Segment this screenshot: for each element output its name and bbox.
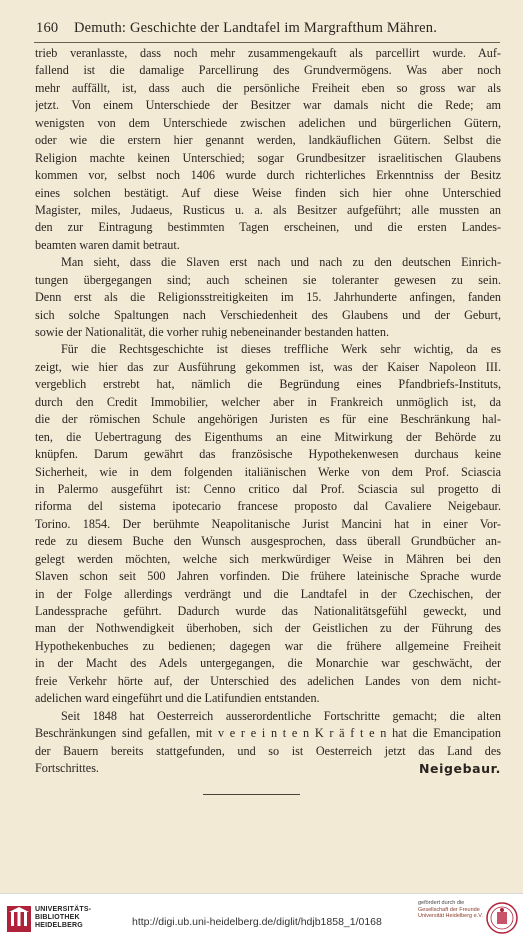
text-line: Man sieht, dass die Slaven erst nach und nach zu den deutschen Einrich- bbox=[61, 255, 501, 270]
text-line: den zur Eintragung bestimmten Tagen erscheinen, und die ersten Landes- bbox=[35, 220, 501, 235]
header-rule bbox=[34, 42, 500, 43]
text-line: gelegt werden möchten, welche sich merkwürdiger Weise in Mähren bei den bbox=[35, 551, 501, 566]
text-line: adelichen ward eingeführt und die Latifundien entstanden. bbox=[35, 691, 320, 706]
end-rule bbox=[203, 794, 300, 795]
text-line: riforma del sistema ipotecario francese proposto dal Cavaliere Neigebaur. bbox=[35, 499, 501, 514]
university-seal-icon bbox=[486, 902, 518, 934]
text-line: man der Nothwendigkeit überhoben, sich der Geistlichen zu der Führung des bbox=[35, 621, 501, 636]
text-line: wenigsten von dem Unterschiede zwischen adelichen und bürgerlichen Gütern, bbox=[35, 115, 501, 130]
text-line: Denn erst als die Religionsstreitigkeiten im 15. Jahrhunderte anfingen, fanden bbox=[35, 290, 501, 305]
text-line: kommen vor, selbst noch 1406 wurde durch richterliches Erkenntniss der Besitz bbox=[35, 168, 501, 183]
sponsor-note bbox=[418, 900, 484, 920]
closing-text: Fortschrittes. bbox=[35, 760, 99, 775]
text-line: Sicherheit, wie in dem folgenden italiänischen Werke von dem Prof. Sciascia bbox=[35, 464, 501, 479]
text-line: ten, die Uebertragung des Eigenthums an eine Mitwirkung der Behörde zu bbox=[35, 429, 501, 444]
text-line: Torino. 1854. Der berühmte Neapolitanische Jurist Mancini hat in einer Vor- bbox=[35, 516, 501, 531]
text-line: tungen übergegangen sind; auch scheinen sie toleranter gewesen zu sein. bbox=[35, 272, 501, 287]
sponsor-line: Gesellschaft der Freunde bbox=[418, 906, 480, 913]
library-name-line: HEIDELBERG bbox=[35, 922, 83, 929]
running-header bbox=[36, 20, 500, 40]
text-line: knüpfen. Darum gewährt das französische Hypothekenwesen durchaus keine bbox=[35, 447, 501, 462]
text-line: in der Macht des Adels untergegangen, die Monarchie war geschwächt, der bbox=[35, 656, 501, 671]
university-library-logo-icon bbox=[6, 904, 32, 934]
text-line: Slaven schon seit 500 Jahren vorfinden. Die frühere lateinische Sprache wurde bbox=[35, 569, 501, 584]
text-line: Beschränkungen sind gefallen, mit v e r e i n t e n K r ä f t e n hat die Emancipation bbox=[35, 726, 501, 741]
text-line: Religion machte keinen Unterschied; sogar Grundbesitzer israelitischen Glaubens bbox=[35, 150, 501, 165]
text-line: eines solchen bestätigt. Auf diese Weise finden sich hier ohne Unterschied bbox=[35, 185, 501, 200]
library-name-line: UNIVERSITÄTS- bbox=[35, 906, 92, 913]
text-line: sich solche Spaltungen nach Verschiedenheit des Glaubens und der Geburt, bbox=[35, 307, 501, 322]
text-line: Magister, miles, Judaeus, Rusticus u. a. als Besitzer aufgeführt; alle mussten an bbox=[35, 202, 501, 217]
permalink-url[interactable]: http://digi.ub.uni-heidelberg.de/diglit/hdjb1858_1/0168 bbox=[132, 916, 382, 928]
text-line: mehr auffällt, ist, dass auch die persönliche Freiheit eben so gross war als bbox=[35, 80, 501, 95]
text-line: Für die Rechtsgeschichte ist dieses treffliche Werk sehr wichtig, da es bbox=[61, 342, 501, 357]
author-signature: Neigebaur. bbox=[418, 760, 501, 776]
closing-line bbox=[35, 760, 501, 777]
library-name bbox=[35, 906, 91, 930]
text-line: freie Verkehr hörte auf, der Unterschied des adelichen Landes von dem nicht- bbox=[35, 673, 501, 688]
text-line: zeigt, wie hier das zur Ausführung gekommen ist, was der Kaiser Napoleon III. bbox=[35, 359, 501, 374]
text-line: sowie der Nationalität, die vorher ruhig nebeneinander bestanden hatten. bbox=[35, 325, 389, 339]
text-line: jetzt. Von einem Unterschiede der Besitzer war damals nicht die Rede; am bbox=[35, 98, 501, 113]
text-line: fallend ist die damalige Parcellirung des Grundvermögens. Was aber noch bbox=[35, 63, 501, 78]
text-line: die der römischen Schule angehörigen Juristen es für eine Beschränkung hal- bbox=[35, 412, 501, 427]
text-line: Seit 1848 hat Oesterreich ausserordentliche Fortschritte gemacht; die alten bbox=[61, 708, 501, 723]
text-line: beamten waren damit betraut. bbox=[35, 237, 180, 252]
sponsor-line: gefördert durch die bbox=[418, 900, 465, 906]
text-line: trieb veranlasste, dass noch mehr zusammengekauft als parcellirt wurde. Auf- bbox=[35, 46, 501, 60]
text-line: vergeblich erstrebt hat, nämlich die Begründung eines Pfandbriefs-Instituts, bbox=[35, 377, 501, 392]
page-number: 160 bbox=[36, 20, 59, 36]
text-line: Landessprache geführt. Dadurch wurde das Nationalitätsgefühl geweckt, und bbox=[35, 604, 501, 618]
text-line: durch den Credit Immobilier, welcher aber in Frankreich unmöglich ist, da bbox=[35, 394, 501, 409]
running-title: Demuth: Geschichte der Landtafel im Margrafthum Mähren. bbox=[74, 20, 438, 36]
body-text bbox=[35, 45, 501, 777]
text-line: in der Folge allerdings verdrängt und die Landtafel in der Czechischen, der bbox=[35, 586, 501, 601]
library-name-line: BIBLIOTHEK bbox=[35, 914, 80, 921]
text-line: oder wie die erstern hier genannt werden, landkäuflichen Gütern. Selbst die bbox=[35, 133, 501, 148]
text-line: rede zu diesem Buche den Wunsch ausgesprochen, dass überall Grundbücher an- bbox=[35, 534, 501, 549]
text-line: der Bauern bereits stattgefunden, und so ist Oesterreich jetzt das Land des bbox=[35, 743, 501, 758]
sponsor-line: Universität Heidelberg e.V. bbox=[418, 913, 483, 919]
text-line: Hypothekenbuches zu bedienen; dagegen war die frühere allgemeine Freiheit bbox=[35, 638, 501, 653]
viewer-footer bbox=[0, 893, 523, 943]
text-line: in Palermo ausgeführt ist: Cenno critico dal Prof. Sciascia sul progetto di bbox=[35, 481, 501, 496]
